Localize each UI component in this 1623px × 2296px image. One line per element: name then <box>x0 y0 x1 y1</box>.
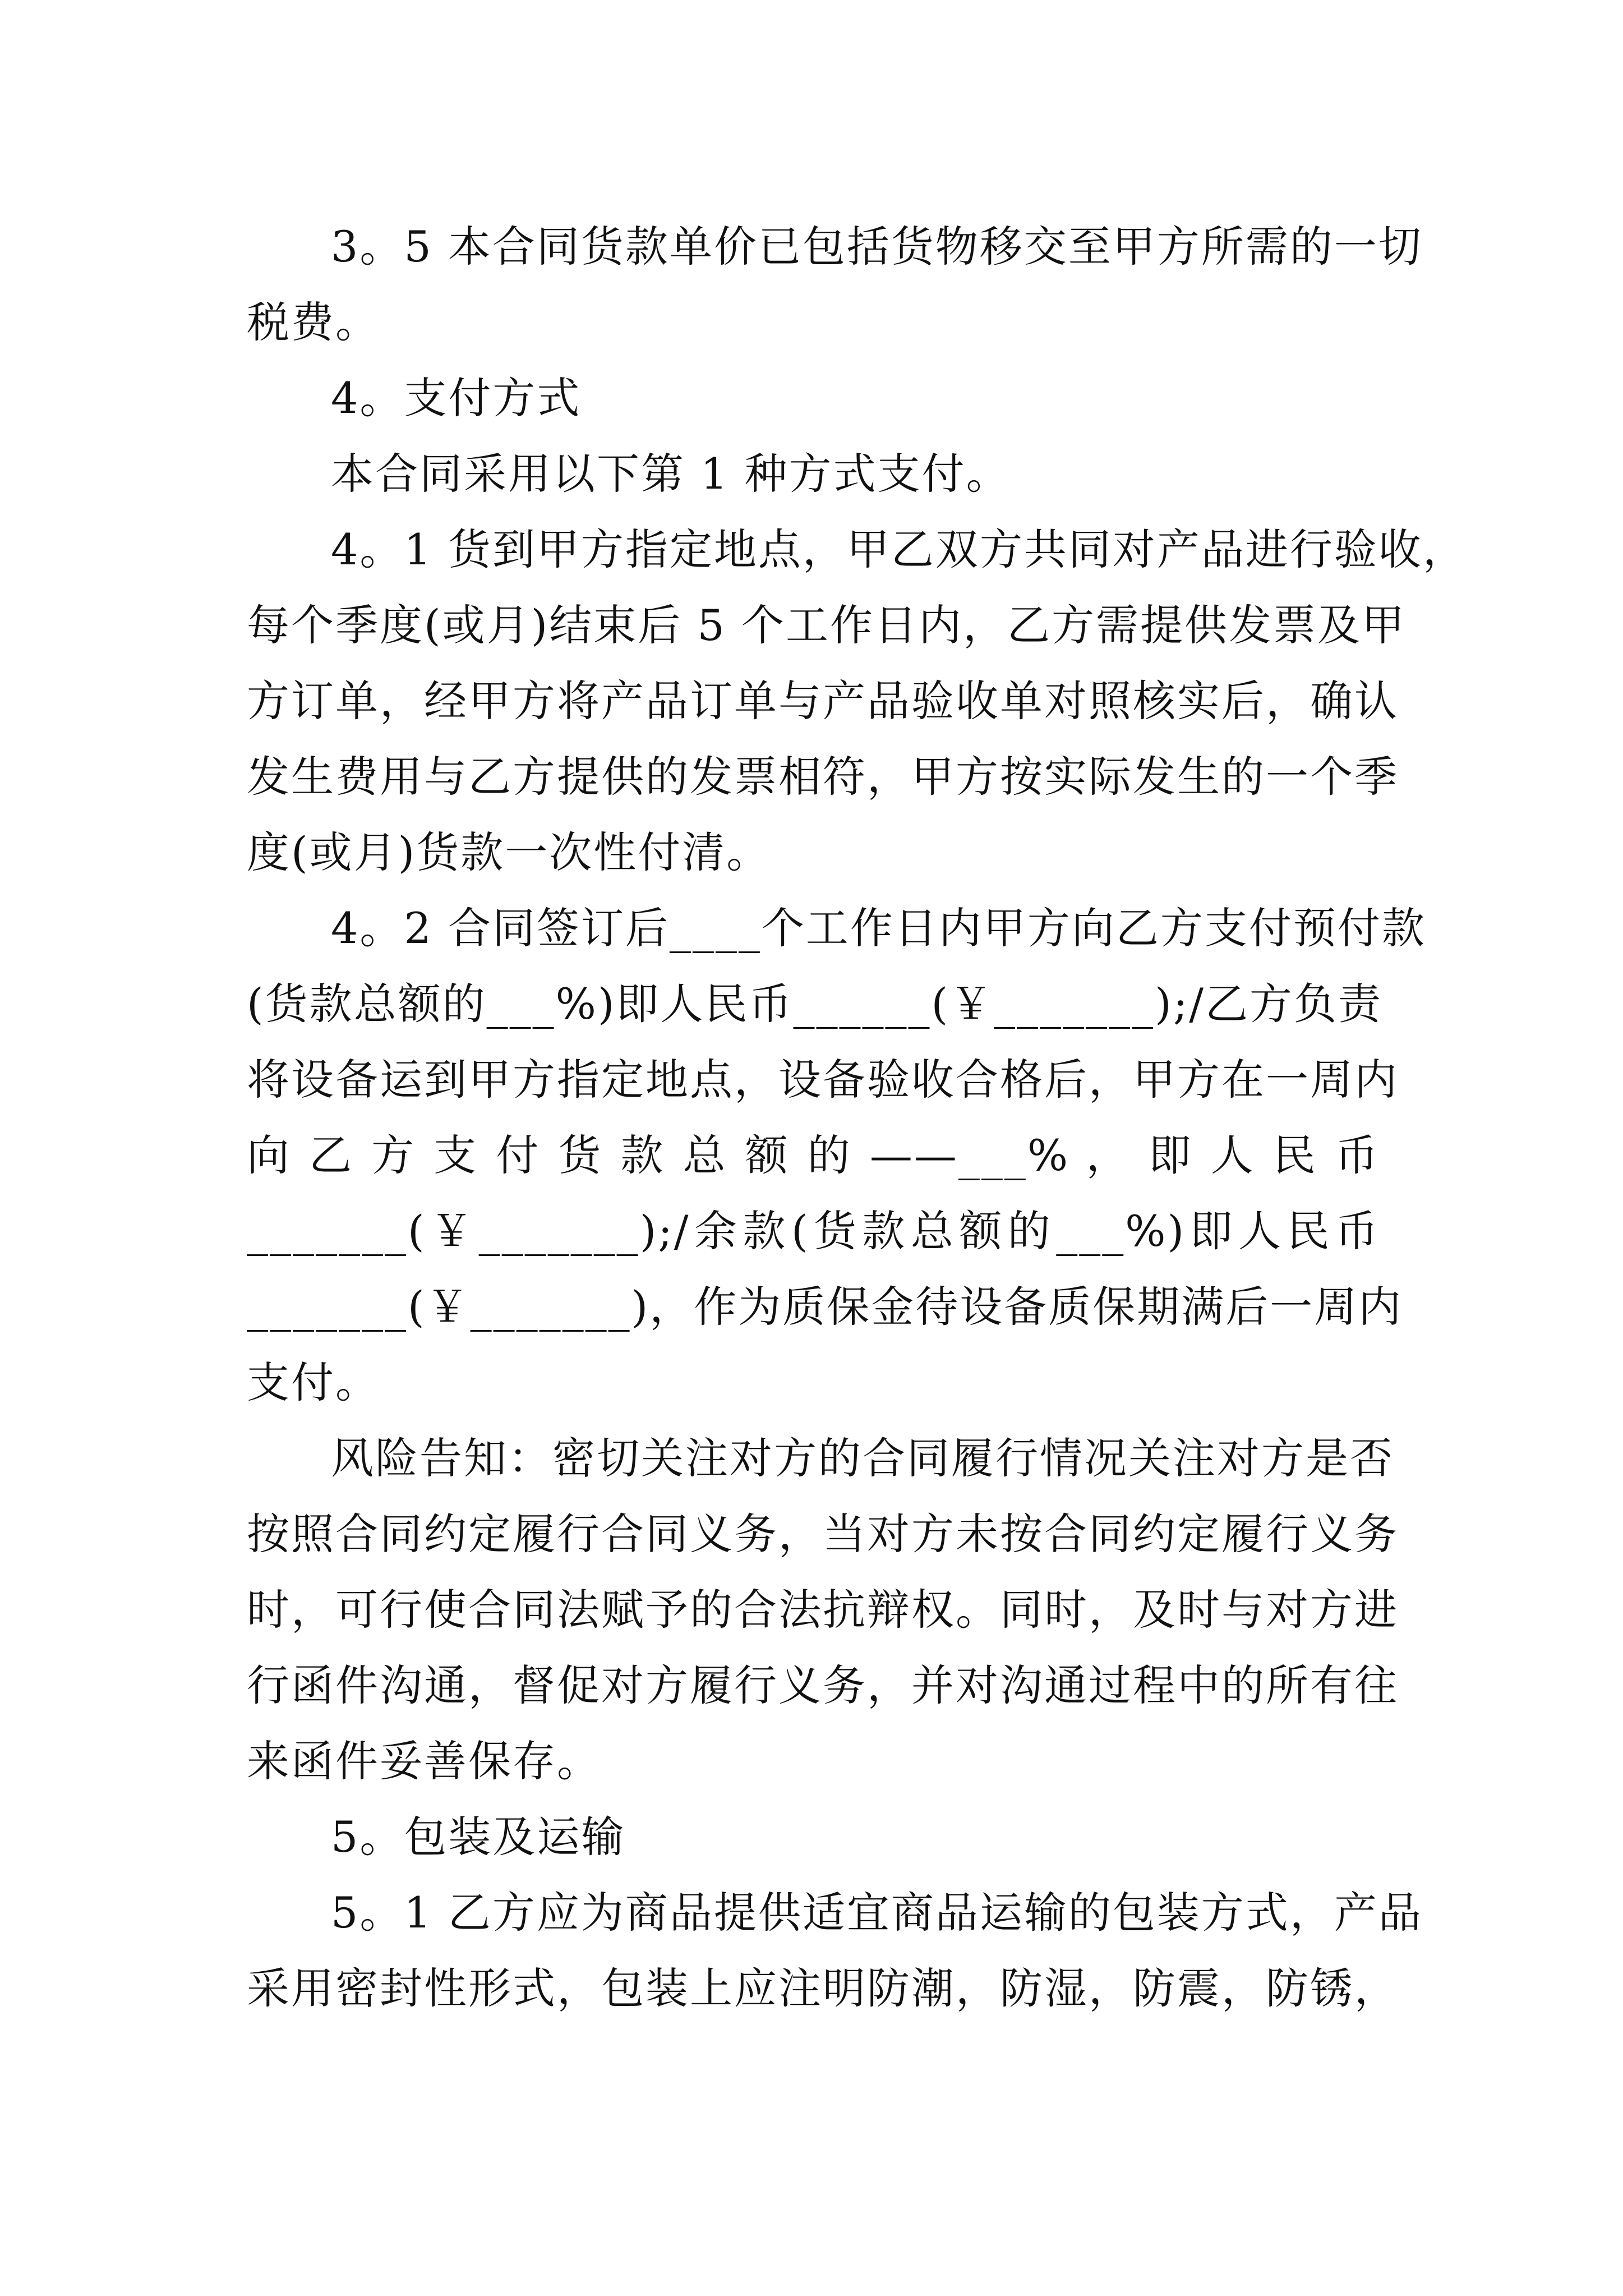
section-4-heading: 4。支付方式 <box>331 373 582 423</box>
paragraph-4-2-line-1: 4。2 合同签订后____个工作日内甲方向乙方支付预付款 <box>331 903 1426 953</box>
paragraph-4-1-line-1: 4。1 货到甲方指定地点，甲乙双方共同对产品进行验收， <box>331 524 1467 574</box>
paragraph-4-1-line-3: 方订单，经甲方将产品订单与产品验收单对照核实后，确认 <box>247 676 1399 726</box>
risk-notice-line-1: 风险告知：密切关注对方的合同履行情况关注对方是否 <box>331 1433 1394 1483</box>
risk-notice-line-3: 时，可行使合同法赋予的合法抗辩权。同时，及时与对方进 <box>247 1585 1399 1635</box>
section-5-heading: 5。包装及运输 <box>331 1812 626 1862</box>
paragraph-5-1-line-2: 采用密封性形式，包装上应注明防潮，防湿，防震，防锈， <box>247 1963 1399 2013</box>
paragraph-3-5-line-2: 税费。 <box>247 297 380 347</box>
paragraph-4-2-line-7: 支付。 <box>247 1358 380 1407</box>
payment-method-sentence: 本合同采用以下第 1 种方式支付。 <box>331 449 1011 499</box>
paragraph-4-1-line-2: 每个季度(或月)结束后 5 个工作日内，乙方需提供发票及甲 <box>247 600 1406 650</box>
paragraph-3-5-line-1: 3。5 本合同货款单价已包括货物移交至甲方所需的一切 <box>331 222 1423 272</box>
paragraph-4-2-line-6: _______(￥_______)，作为质保金待设备质保期满后一周内 <box>247 1282 1403 1332</box>
paragraph-4-2-line-2: (货款总额的___%)即人民币______(￥_______);/乙方负责 <box>247 979 1383 1029</box>
paragraph-4-1-line-4: 发生费用与乙方提供的发票相符，甲方按实际发生的一个季 <box>247 752 1399 802</box>
paragraph-4-2-line-4: 向 乙 方 支 付 货 款 总 额 的 ——___% ， 即 人 民 币 <box>247 1130 1380 1180</box>
risk-notice-line-4: 行函件沟通，督促对方履行义务，并对沟通过程中的所有往 <box>247 1660 1399 1710</box>
paragraph-4-2-line-3: 将设备运到甲方指定地点，设备验收合格后，甲方在一周内 <box>247 1055 1399 1105</box>
paragraph-4-2-line-5: _______(￥_______);/余款(货款总额的___%)即人民币 <box>247 1206 1380 1256</box>
risk-notice-line-2: 按照合同约定履行合同义务，当对方未按合同约定履行义务 <box>247 1509 1399 1559</box>
paragraph-5-1-line-1: 5。1 乙方应为商品提供适宜商品运输的包装方式，产品 <box>331 1888 1423 1938</box>
risk-notice-line-5: 来函件妥善保存。 <box>247 1736 601 1786</box>
paragraph-4-1-line-5: 度(或月)货款一次性付清。 <box>247 827 771 877</box>
